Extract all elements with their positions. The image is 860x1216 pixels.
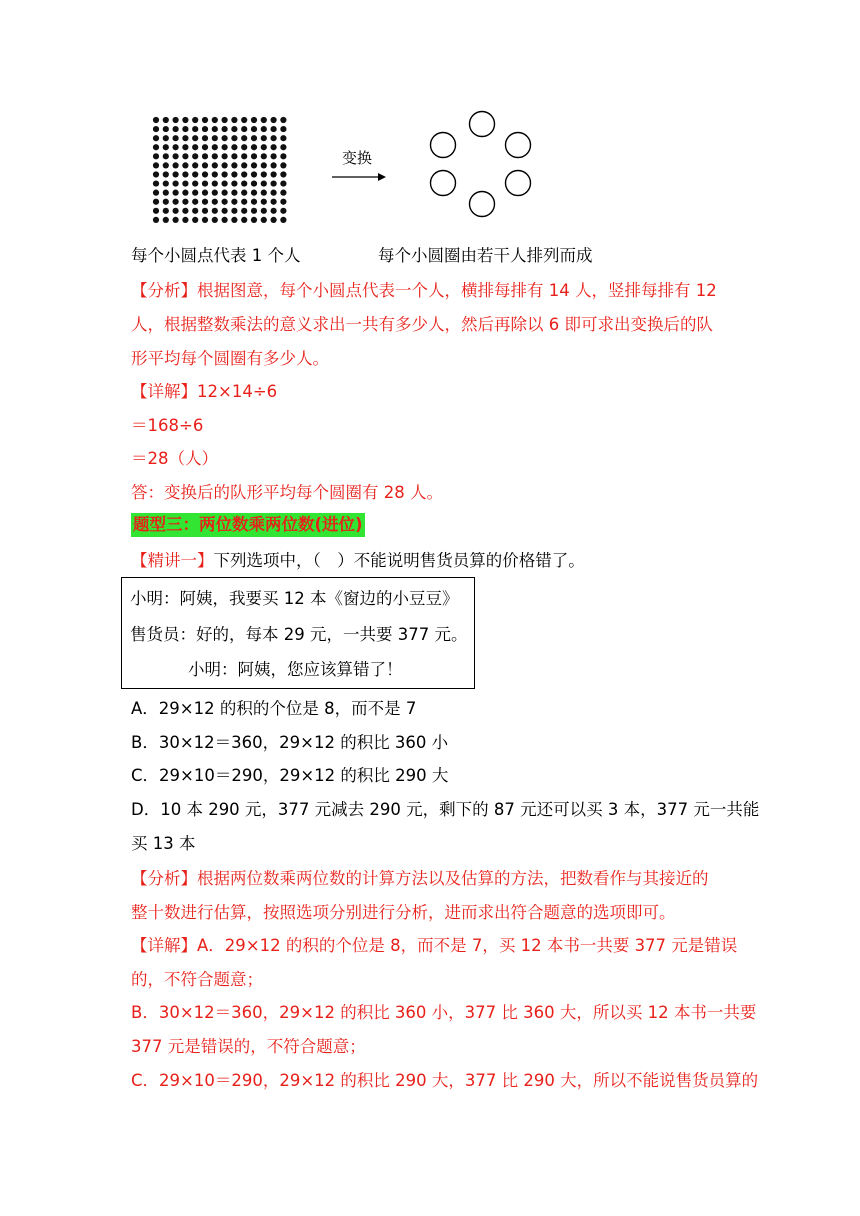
grid-dot	[153, 190, 159, 196]
question-tag: 【精讲一】	[131, 551, 214, 570]
grid-dot	[222, 171, 228, 177]
grid-dot	[222, 117, 228, 123]
grid-dot	[202, 180, 208, 186]
grid-dot	[231, 162, 237, 168]
grid-dot	[231, 144, 237, 150]
grid-dot	[261, 208, 267, 214]
grid-dot	[173, 171, 179, 177]
grid-dot	[251, 144, 257, 150]
grid-dot	[202, 153, 208, 159]
grid-dot	[192, 208, 198, 214]
transform-label: 变换	[342, 149, 373, 167]
caption-left: 每个小圆点代表 1 个人	[131, 246, 301, 265]
grid-dot	[153, 135, 159, 141]
grid-dot	[192, 126, 198, 132]
grid-dot	[231, 208, 237, 214]
grid-dot	[202, 144, 208, 150]
dialogue-line2: 售货员：好的，每本 29 元，一共要 377 元。	[130, 625, 468, 644]
grid-dot	[192, 162, 198, 168]
grid-dot	[192, 117, 198, 123]
grid-dot	[182, 217, 188, 223]
detail-tag: 【详解】	[131, 382, 197, 401]
grid-dot	[261, 190, 267, 196]
grid-dot	[163, 162, 169, 168]
grid-dot	[173, 190, 179, 196]
detail2-line1: 【详解】A．29×12 的积的个位是 8，而不是 7，买 12 本书一共要 377 元是错误	[131, 936, 738, 955]
grid-dot	[212, 153, 218, 159]
grid-dot	[271, 199, 277, 205]
grid-dot	[280, 171, 286, 177]
grid-dot	[241, 144, 247, 150]
dot-grid-figure	[152, 116, 292, 224]
grid-dot	[251, 190, 257, 196]
grid-dot	[241, 199, 247, 205]
ring	[506, 171, 531, 196]
grid-dot	[173, 199, 179, 205]
analysis1-line3: 形平均每个圆圈有多少人。	[131, 349, 329, 368]
grid-dot	[261, 126, 267, 132]
analysis2-line2: 整十数进行估算，按照选项分别进行分析，进而求出符合题意的选项即可。	[131, 903, 676, 922]
grid-dot	[202, 217, 208, 223]
grid-dot	[173, 180, 179, 186]
grid-dot	[212, 135, 218, 141]
grid-dot	[163, 180, 169, 186]
grid-dot	[182, 126, 188, 132]
analysis2-line1: 【分析】根据两位数乘两位数的计算方法以及估算的方法，把数看作与其接近的	[131, 869, 709, 888]
option-a: A．29×12 的积的个位是 8，而不是 7	[131, 699, 417, 718]
grid-dot	[212, 180, 218, 186]
grid-dot	[241, 162, 247, 168]
grid-dot	[202, 135, 208, 141]
grid-dot	[212, 190, 218, 196]
grid-dot	[271, 153, 277, 159]
grid-dot	[202, 126, 208, 132]
grid-dot	[231, 153, 237, 159]
grid-dot	[163, 217, 169, 223]
grid-dot	[280, 162, 286, 168]
grid-dot	[231, 135, 237, 141]
grid-dot	[241, 180, 247, 186]
grid-dot	[163, 126, 169, 132]
grid-dot	[261, 199, 267, 205]
analysis-tag: 【分析】	[131, 281, 197, 300]
grid-dot	[271, 217, 277, 223]
grid-dot	[261, 117, 267, 123]
grid-dot	[173, 162, 179, 168]
grid-dot	[222, 199, 228, 205]
grid-dot	[212, 208, 218, 214]
grid-dot	[241, 217, 247, 223]
grid-dot	[202, 171, 208, 177]
grid-dot	[251, 208, 257, 214]
grid-dot	[182, 208, 188, 214]
grid-dot	[163, 171, 169, 177]
grid-dot	[222, 217, 228, 223]
grid-dot	[192, 144, 198, 150]
grid-dot	[163, 199, 169, 205]
grid-dot	[271, 171, 277, 177]
grid-dot	[241, 135, 247, 141]
figure-captions	[131, 245, 731, 267]
dialogue-line1: 小明：阿姨，我要买 12 本《窗边的小豆豆》	[130, 589, 459, 608]
grid-dot	[202, 208, 208, 214]
grid-dot	[271, 180, 277, 186]
grid-dot	[182, 117, 188, 123]
grid-dot	[163, 153, 169, 159]
caption-right: 每个小圆圈由若干人排列而成	[378, 246, 593, 265]
grid-dot	[271, 162, 277, 168]
grid-dot	[182, 135, 188, 141]
ring	[506, 133, 531, 158]
grid-dot	[280, 180, 286, 186]
grid-dot	[182, 153, 188, 159]
grid-dot	[173, 126, 179, 132]
grid-dot	[280, 190, 286, 196]
grid-dot	[222, 126, 228, 132]
grid-dot	[261, 162, 267, 168]
grid-dot	[153, 153, 159, 159]
grid-dot	[173, 144, 179, 150]
grid-dot	[280, 208, 286, 214]
option-c: C．29×10＝290，29×12 的积比 290 大	[131, 766, 449, 785]
grid-dot	[280, 126, 286, 132]
ring	[470, 112, 495, 137]
ring	[431, 133, 456, 158]
grid-dot	[192, 153, 198, 159]
grid-dot	[231, 171, 237, 177]
grid-dot	[222, 162, 228, 168]
analysis1-line1: 【分析】根据图意，每个小圆点代表一个人，横排每排有 14 人，竖排每排有 12	[131, 281, 717, 300]
grid-dot	[202, 117, 208, 123]
grid-dot	[222, 135, 228, 141]
grid-dot	[192, 199, 198, 205]
grid-dot	[163, 117, 169, 123]
grid-dot	[192, 180, 198, 186]
grid-dot	[182, 162, 188, 168]
ring	[470, 192, 495, 217]
detail2-line2: 的，不符合题意；	[131, 970, 263, 989]
grid-dot	[271, 117, 277, 123]
grid-dot	[231, 180, 237, 186]
detail1-step2: ＝168÷6	[131, 416, 204, 435]
grid-dot	[251, 180, 257, 186]
arrow-icon	[330, 172, 388, 182]
grid-dot	[212, 117, 218, 123]
grid-dot	[271, 144, 277, 150]
detail1-answer: 答：变换后的队形平均每个圆圈有 28 人。	[131, 483, 443, 502]
grid-dot	[251, 117, 257, 123]
grid-dot	[261, 153, 267, 159]
grid-dot	[241, 171, 247, 177]
grid-dot	[251, 135, 257, 141]
grid-dot	[271, 190, 277, 196]
grid-dot	[153, 162, 159, 168]
grid-dot	[182, 180, 188, 186]
section-heading: 题型三：两位数乘两位数(进位)	[131, 513, 365, 537]
grid-dot	[212, 162, 218, 168]
grid-dot	[192, 171, 198, 177]
question-line: 【精讲一】下列选项中，（ ）不能说明售货员算的价格错了。	[131, 551, 585, 570]
detail2-line3: B．30×12＝360，29×12 的积比 360 小，377 比 360 大，所以买 12 本书一共要	[131, 1003, 757, 1022]
grid-dot	[153, 144, 159, 150]
grid-dot	[153, 199, 159, 205]
grid-dot	[251, 126, 257, 132]
grid-dot	[192, 135, 198, 141]
detail2-line4: 377 元是错误的，不符合题意；	[131, 1037, 366, 1056]
grid-dot	[231, 126, 237, 132]
grid-dot	[261, 171, 267, 177]
detail2-line5: C．29×10＝290，29×12 的积比 290 大，377 比 290 大，所以不能说售货员算的	[131, 1071, 759, 1090]
grid-dot	[271, 135, 277, 141]
grid-dot	[222, 153, 228, 159]
dialogue-box	[121, 577, 475, 689]
grid-dot	[182, 199, 188, 205]
grid-dot	[173, 135, 179, 141]
grid-dot	[163, 144, 169, 150]
grid-dot	[280, 144, 286, 150]
grid-dot	[202, 190, 208, 196]
grid-dot	[163, 190, 169, 196]
grid-dot	[231, 190, 237, 196]
grid-dot	[261, 144, 267, 150]
option-b: B．30×12＝360，29×12 的积比 360 小	[131, 733, 449, 752]
grid-dot	[182, 144, 188, 150]
grid-dot	[231, 217, 237, 223]
grid-dot	[280, 117, 286, 123]
grid-dot	[182, 171, 188, 177]
grid-dot	[261, 135, 267, 141]
grid-dot	[231, 117, 237, 123]
grid-dot	[173, 153, 179, 159]
grid-dot	[222, 180, 228, 186]
grid-dot	[202, 162, 208, 168]
ring-formation-figure	[425, 105, 535, 225]
grid-dot	[153, 117, 159, 123]
grid-dot	[153, 208, 159, 214]
grid-dot	[173, 208, 179, 214]
grid-dot	[202, 199, 208, 205]
grid-dot	[212, 199, 218, 205]
grid-dot	[212, 217, 218, 223]
grid-dot	[241, 126, 247, 132]
grid-dot	[153, 126, 159, 132]
grid-dot	[212, 126, 218, 132]
grid-dot	[153, 180, 159, 186]
grid-dot	[251, 153, 257, 159]
grid-dot	[261, 180, 267, 186]
grid-dot	[182, 190, 188, 196]
grid-dot	[280, 217, 286, 223]
grid-dot	[241, 208, 247, 214]
grid-dot	[212, 171, 218, 177]
grid-dot	[222, 190, 228, 196]
analysis1-line2: 人，根据整数乘法的意义求出一共有多少人，然后再除以 6 即可求出变换后的队	[131, 315, 713, 334]
grid-dot	[163, 208, 169, 214]
option-d-line2: 买 13 本	[131, 834, 196, 853]
grid-dot	[271, 208, 277, 214]
grid-dot	[153, 171, 159, 177]
grid-dot	[251, 171, 257, 177]
grid-dot	[280, 199, 286, 205]
grid-dot	[163, 135, 169, 141]
grid-dot	[261, 217, 267, 223]
ring	[431, 171, 456, 196]
grid-dot	[212, 144, 218, 150]
grid-dot	[222, 144, 228, 150]
grid-dot	[153, 217, 159, 223]
grid-dot	[251, 162, 257, 168]
grid-dot	[192, 217, 198, 223]
grid-dot	[222, 208, 228, 214]
grid-dot	[241, 117, 247, 123]
grid-dot	[251, 199, 257, 205]
dialogue-line3: 小明：阿姨，您应该算错了！	[188, 660, 403, 679]
grid-dot	[192, 190, 198, 196]
grid-dot	[271, 126, 277, 132]
detail1-line1: 【详解】12×14÷6	[131, 382, 278, 401]
grid-dot	[241, 153, 247, 159]
grid-dot	[173, 217, 179, 223]
grid-dot	[231, 199, 237, 205]
grid-dot	[280, 135, 286, 141]
grid-dot	[241, 190, 247, 196]
detail1-step3: ＝28（人）	[131, 449, 218, 468]
grid-dot	[251, 217, 257, 223]
grid-dot	[280, 153, 286, 159]
grid-dot	[173, 117, 179, 123]
option-d-line1: D．10 本 290 元，377 元减去 290 元，剩下的 87 元还可以买 3 本，377 元一共能	[131, 800, 760, 819]
